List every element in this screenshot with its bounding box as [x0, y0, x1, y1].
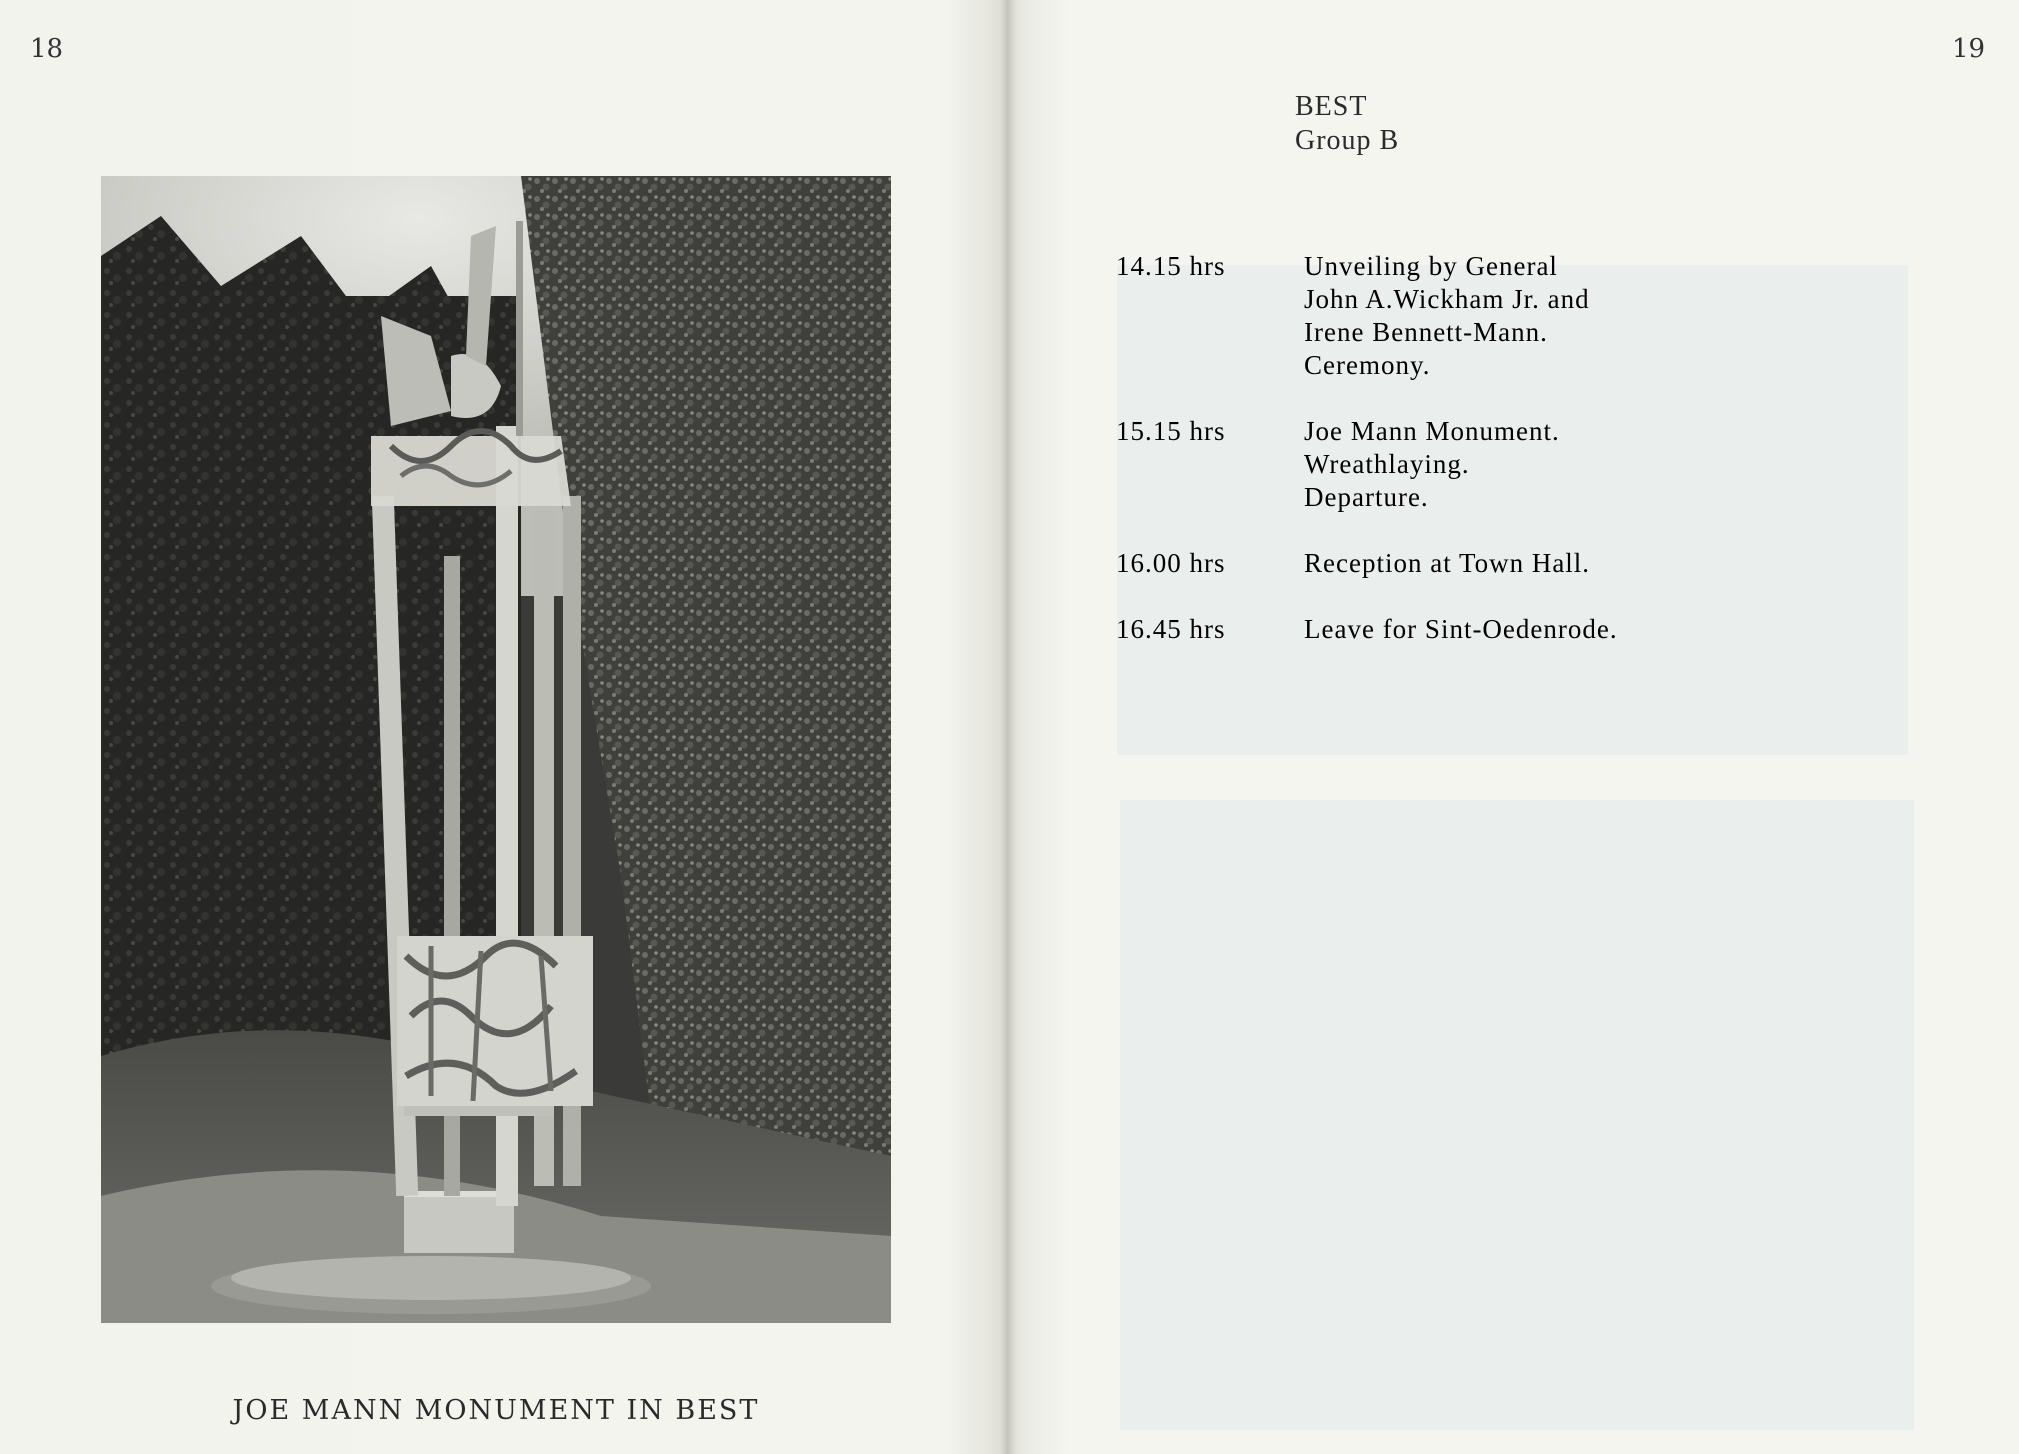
photo-caption: JOE MANN MONUMENT IN BEST	[232, 1395, 760, 1426]
schedule-entry	[1116, 547, 1916, 580]
entry-line: Wreathlaying.	[1304, 449, 1470, 479]
monument-photo	[101, 176, 891, 1323]
monument-photo-image	[101, 176, 891, 1323]
schedule-entry	[1116, 250, 1916, 382]
entry-description	[1304, 415, 1560, 514]
entry-line: Irene Bennett-Mann.	[1304, 317, 1548, 347]
entry-line: Unveiling by General	[1304, 251, 1558, 281]
program-heading	[1295, 90, 1399, 158]
schedule	[1116, 250, 1916, 679]
entry-time: 16.00 hrs	[1116, 548, 1226, 578]
schedule-entry	[1116, 613, 1916, 646]
page-number-right: 19	[1952, 34, 1986, 64]
entry-time: 14.15 hrs	[1116, 251, 1226, 281]
left-page	[0, 0, 1008, 1454]
spine-gutter	[1000, 0, 1016, 1454]
entry-line: Reception at Town Hall.	[1304, 548, 1591, 578]
entry-line: Joe Mann Monument.	[1304, 416, 1560, 446]
entry-description	[1304, 250, 1590, 382]
heading-location: BEST	[1295, 91, 1368, 122]
entry-time: 16.45 hrs	[1116, 614, 1226, 644]
entry-line: John A.Wickham Jr. and	[1304, 284, 1590, 314]
page-number-left: 18	[30, 34, 64, 64]
schedule-entry	[1116, 415, 1916, 514]
entry-time: 15.15 hrs	[1116, 416, 1226, 446]
entry-line: Leave for Sint-Oedenrode.	[1304, 614, 1618, 644]
entry-line: Departure.	[1304, 482, 1429, 512]
entry-description	[1304, 613, 1618, 646]
entry-description	[1304, 547, 1590, 580]
heading-group: Group B	[1295, 125, 1400, 156]
entry-line: Ceremony.	[1304, 350, 1431, 380]
tint-panel-lower	[1120, 800, 1914, 1430]
